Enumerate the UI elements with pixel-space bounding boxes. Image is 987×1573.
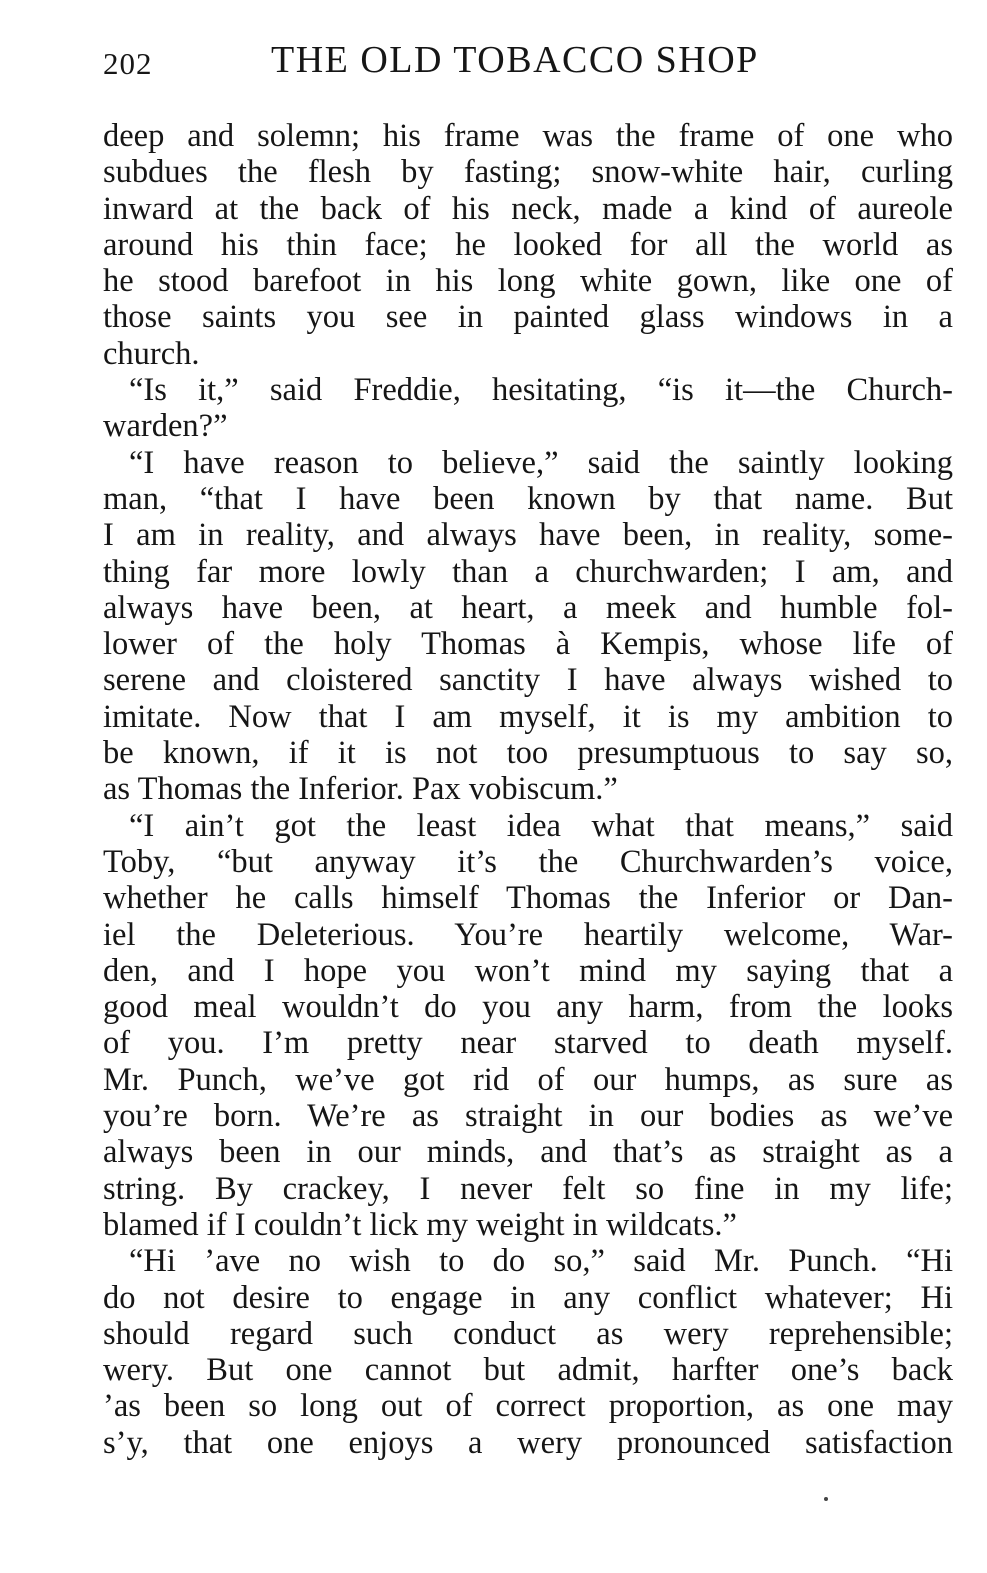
text-line: I am in reality, and always have been, in reality, some- [103,517,953,554]
text-line: good meal wouldn’t do you any harm, from the looks [103,989,953,1026]
text-line: always have been, at heart, a meek and humble fol- [103,589,953,626]
text-line: man, “that I have been known by that name. But [103,480,953,517]
text-line: he stood barefoot in his long white gown, like one of [103,263,953,300]
book-title: THE OLD TOBACCO SHOP [271,39,759,81]
text-line: lower of the holy Thomas à Kempis, whose life of [103,626,953,663]
text-line: church. [103,335,200,372]
text-line: blamed if I couldn’t lick my weight in wildcats.” [103,1206,737,1243]
text-line: s’y, that one enjoys a wery pronounced satisfaction [103,1424,953,1461]
text-line: Toby, “but anyway it’s the Churchwarden’s voice, [103,843,953,880]
text-line: “Is it,” said Freddie, hesitating, “is it—the Church- [129,372,953,409]
text-line: should regard such conduct as wery reprehensible; [103,1315,953,1352]
running-head [103,38,953,88]
text-line: den, and I hope you won’t mind my saying that a [103,952,953,989]
text-line: serene and cloistered sanctity I have always wished to [103,662,953,699]
ink-speck [824,1497,828,1501]
text-line: ’as been so long out of correct proportion, as one may [103,1388,953,1425]
text-line: thing far more lowly than a churchwarden; I am, and [103,553,953,590]
text-line: inward at the back of his neck, made a kind of aureole [103,190,953,227]
text-line: as Thomas the Inferior. Pax vobiscum.” [103,771,618,808]
text-line: deep and solemn; his frame was the frame of one who [103,118,953,154]
text-line: wery. But one cannot but admit, harfter one’s back [103,1352,953,1389]
text-line: Mr. Punch, we’ve got rid of our humps, as sure as [103,1061,953,1098]
page-number: 202 [103,46,153,81]
text-line: “I have reason to believe,” said the saintly looking [129,444,953,481]
text-line: subdues the flesh by fasting; snow-white hair, curling [103,154,953,191]
text-line: do not desire to engage in any conflict whatever; Hi [103,1279,953,1316]
text-line: string. By crackey, I never felt so fine in my life; [103,1170,953,1207]
text-line: whether he calls himself Thomas the Inferior or Dan- [103,880,953,917]
text-line: those saints you see in painted glass windows in a [103,299,953,336]
text-line: “Hi ’ave no wish to do so,” said Mr. Punch. “Hi [129,1243,953,1280]
text-line: imitate. Now that I am myself, it is my ambition to [103,698,953,735]
text-line: iel the Deleterious. You’re heartily welcome, War- [103,916,953,953]
text-line: of you. I’m pretty near starved to death myself. [103,1025,953,1062]
text-line: be known, if it is not too presumptuous to say so, [103,735,953,772]
text-line: warden?” [103,408,228,445]
text-line: you’re born. We’re as straight in our bodies as we’ve [103,1098,953,1135]
text-line: always been in our minds, and that’s as straight as a [103,1134,953,1171]
body-text [103,118,953,1461]
text-line: around his thin face; he looked for all the world as [103,226,953,263]
text-line: “I ain’t got the least idea what that means,” said [129,807,953,844]
